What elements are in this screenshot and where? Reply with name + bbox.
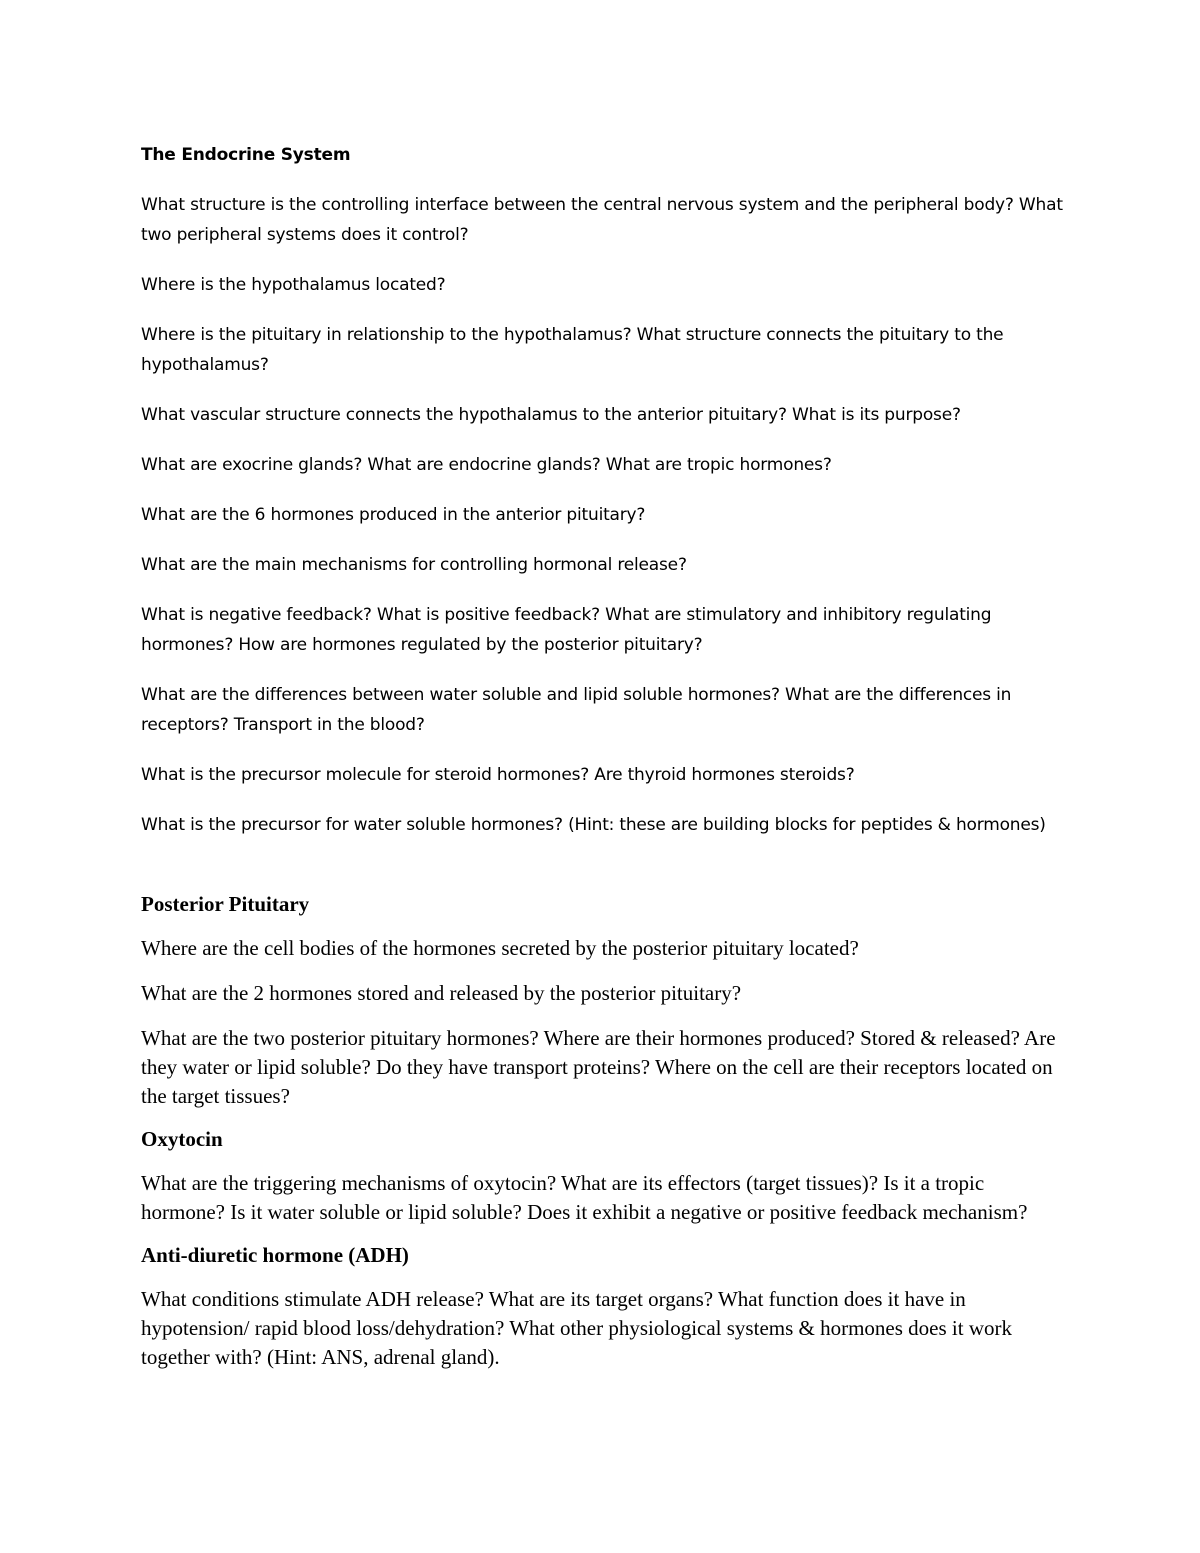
section-heading-oxytocin: Oxytocin [141, 1127, 223, 1151]
question-water-soluble-precursor: What is the precursor for water soluble hormones? (Hint: these are building blocks for peptides & hormones) [141, 815, 1046, 835]
question-adh: What conditions stimulate ADH release? What are its target organs? What function does it have in hypotension/ rapid blood loss/dehydration? What other physiological systems & hormones does it work together with? (Hint: ANS, adrenal gland). [141, 1287, 1012, 1369]
question-pituitary-relationship: Where is the pituitary in relationship to the hypothalamus? What structure connects the pituitary to the hypothalamus? [141, 325, 1004, 375]
intro-section [141, 140, 1071, 860]
section-heading-adh: Anti-diuretic hormone (ADH) [141, 1243, 409, 1267]
question-interface: What structure is the controlling interface between the central nervous system and the peripheral body? What two peripheral systems does it control? [141, 195, 1063, 245]
question-anterior-hormones: What are the 6 hormones produced in the anterior pituitary? [141, 505, 646, 525]
question-hypothalamus-location: Where is the hypothalamus located? [141, 275, 446, 295]
question-posterior-details: What are the two posterior pituitary hormones? Where are their hormones produced? Stored & released? Are they water or lipid soluble? Do they have transport proteins? Where on the cell are their receptors located on the target tissues? [141, 1026, 1056, 1108]
question-gland-types: What are exocrine glands? What are endocrine glands? What are tropic hormones? [141, 455, 832, 475]
question-cell-bodies: Where are the cell bodies of the hormones secreted by the posterior pituitary located? [141, 936, 859, 960]
question-two-hormones: What are the 2 hormones stored and released by the posterior pituitary? [141, 981, 742, 1005]
document-title: The Endocrine System [141, 145, 351, 165]
question-feedback: What is negative feedback? What is positive feedback? What are stimulatory and inhibitory regulating hormones? How are hormones regulated by the posterior pituitary? [141, 605, 992, 655]
question-vascular-structure: What vascular structure connects the hypothalamus to the anterior pituitary? What is its purpose? [141, 405, 961, 425]
section-heading-posterior-pituitary: Posterior Pituitary [141, 892, 310, 916]
question-solubility: What are the differences between water soluble and lipid soluble hormones? What are the differences in receptors? Transport in the blood? [141, 685, 1012, 735]
question-release-mechanisms: What are the main mechanisms for controlling hormonal release? [141, 555, 687, 575]
sections-area [141, 890, 1071, 1388]
question-oxytocin: What are the triggering mechanisms of oxytocin? What are its effectors (target tissues)? Is it a tropic hormone? Is it water soluble or lipid soluble? Does it exhibit a negative or positive feedback mechanism? [141, 1171, 1028, 1224]
question-steroid-precursor: What is the precursor molecule for steroid hormones? Are thyroid hormones steroids? [141, 765, 855, 785]
